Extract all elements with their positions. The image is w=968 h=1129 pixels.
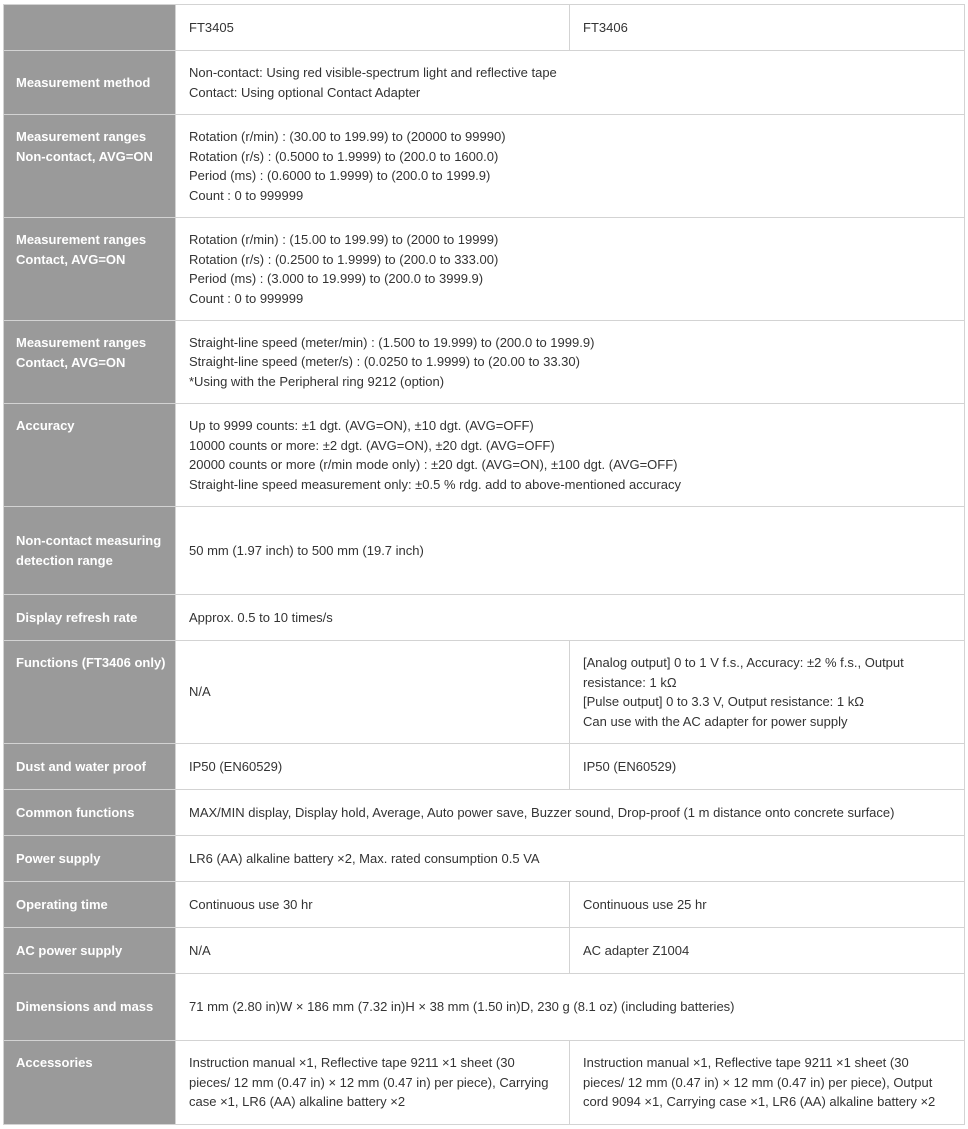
row-value-ft3406: [Analog output] 0 to 1 V f.s., Accuracy: ±2 % f.s., Output resistance: 1 kΩ [Pulse output] 0 to 3.3 V, Output resistance: 1 kΩ Can use with the AC adapter for power supply: [570, 641, 965, 744]
spec-row-accuracy: [4, 404, 965, 507]
spec-row-ranges-contact: [4, 218, 965, 321]
row-label: Non-contact measuring detection range: [4, 507, 176, 595]
row-label: Power supply: [4, 836, 176, 882]
row-label: Measurement ranges Contact, AVG=ON: [4, 218, 176, 321]
row-value-ft3406: IP50 (EN60529): [570, 744, 965, 790]
spec-row-ac-power: [4, 928, 965, 974]
row-value-ft3406: Continuous use 25 hr: [570, 882, 965, 928]
spec-row-power-supply: [4, 836, 965, 882]
row-value: 50 mm (1.97 inch) to 500 mm (19.7 inch): [176, 507, 965, 595]
row-value-ft3406: Instruction manual ×1, Reflective tape 9211 ×1 sheet (30 pieces/ 12 mm (0.47 in) × 12 mm (0.47 in) per piece), Output cord 9094 ×1, Carrying case ×1, LR6 (AA) alkaline battery ×2: [570, 1041, 965, 1125]
row-value: Up to 9999 counts: ±1 dgt. (AVG=ON), ±10 dgt. (AVG=OFF) 10000 counts or more: ±2 dgt. (AVG=ON), ±20 dgt. (AVG=OFF) 20000 counts or more (r/min mode only) : ±20 dgt. (AVG=ON), ±100 dgt. (AVG=OFF) Straight-line speed measurement only: ±0.5 % rdg. add to above-mentioned accuracy: [176, 404, 965, 507]
row-label: Functions (FT3406 only): [4, 641, 176, 744]
header-label-cell: [4, 5, 176, 51]
spec-row-detection-range: [4, 507, 965, 595]
row-label: Dust and water proof: [4, 744, 176, 790]
row-label: Common functions: [4, 790, 176, 836]
row-label: AC power supply: [4, 928, 176, 974]
spec-table: [3, 4, 965, 1125]
row-value: MAX/MIN display, Display hold, Average, Auto power save, Buzzer sound, Drop-proof (1 m distance onto concrete surface): [176, 790, 965, 836]
row-label: Display refresh rate: [4, 595, 176, 641]
row-value: Rotation (r/min) : (30.00 to 199.99) to (20000 to 99990) Rotation (r/s) : (0.5000 to 1.9999) to (200.0 to 1600.0) Period (ms) : (0.6000 to 1.9999) to (200.0 to 1999.9) Count : 0 to 999999: [176, 115, 965, 218]
spec-row-dust-water: [4, 744, 965, 790]
row-label: Measurement ranges Contact, AVG=ON: [4, 321, 176, 404]
spec-row-operating-time: [4, 882, 965, 928]
spec-row-common-functions: [4, 790, 965, 836]
row-value: Approx. 0.5 to 10 times/s: [176, 595, 965, 641]
row-value-ft3405: Continuous use 30 hr: [176, 882, 570, 928]
row-value: 71 mm (2.80 in)W × 186 mm (7.32 in)H × 38 mm (1.50 in)D, 230 g (8.1 oz) (including batteries): [176, 974, 965, 1041]
model-header-ft3405: FT3405: [176, 5, 570, 51]
row-value-ft3405: IP50 (EN60529): [176, 744, 570, 790]
row-value: LR6 (AA) alkaline battery ×2, Max. rated consumption 0.5 VA: [176, 836, 965, 882]
row-label: Accuracy: [4, 404, 176, 507]
row-label: Measurement method: [4, 51, 176, 115]
row-label: Dimensions and mass: [4, 974, 176, 1041]
row-label: Operating time: [4, 882, 176, 928]
spec-row-accessories: [4, 1041, 965, 1125]
row-value-ft3405: N/A: [176, 928, 570, 974]
spec-row-measurement-method: [4, 51, 965, 115]
row-value: Straight-line speed (meter/min) : (1.500 to 19.999) to (200.0 to 1999.9) Straight-line speed (meter/s) : (0.0250 to 1.9999) to (20.00 to 33.30) *Using with the Peripheral ring 9212 (option): [176, 321, 965, 404]
spec-row-ranges-noncontact: [4, 115, 965, 218]
spec-row-dimensions: [4, 974, 965, 1041]
row-value-ft3405: N/A: [176, 641, 570, 744]
row-value: Rotation (r/min) : (15.00 to 199.99) to (2000 to 19999) Rotation (r/s) : (0.2500 to 1.9999) to (200.0 to 333.00) Period (ms) : (3.000 to 19.999) to (200.0 to 3999.9) Count : 0 to 999999: [176, 218, 965, 321]
row-value-ft3406: AC adapter Z1004: [570, 928, 965, 974]
spec-row-functions: [4, 641, 965, 744]
row-value: Non-contact: Using red visible-spectrum light and reflective tape Contact: Using optional Contact Adapter: [176, 51, 965, 115]
header-row: [4, 5, 965, 51]
model-header-ft3406: FT3406: [570, 5, 965, 51]
row-label: Accessories: [4, 1041, 176, 1125]
spec-row-refresh-rate: [4, 595, 965, 641]
spec-row-ranges-contact-speed: [4, 321, 965, 404]
row-label: Measurement ranges Non-contact, AVG=ON: [4, 115, 176, 218]
row-value-ft3405: Instruction manual ×1, Reflective tape 9211 ×1 sheet (30 pieces/ 12 mm (0.47 in) × 12 mm (0.47 in) per piece), Carrying case ×1, LR6 (AA) alkaline battery ×2: [176, 1041, 570, 1125]
